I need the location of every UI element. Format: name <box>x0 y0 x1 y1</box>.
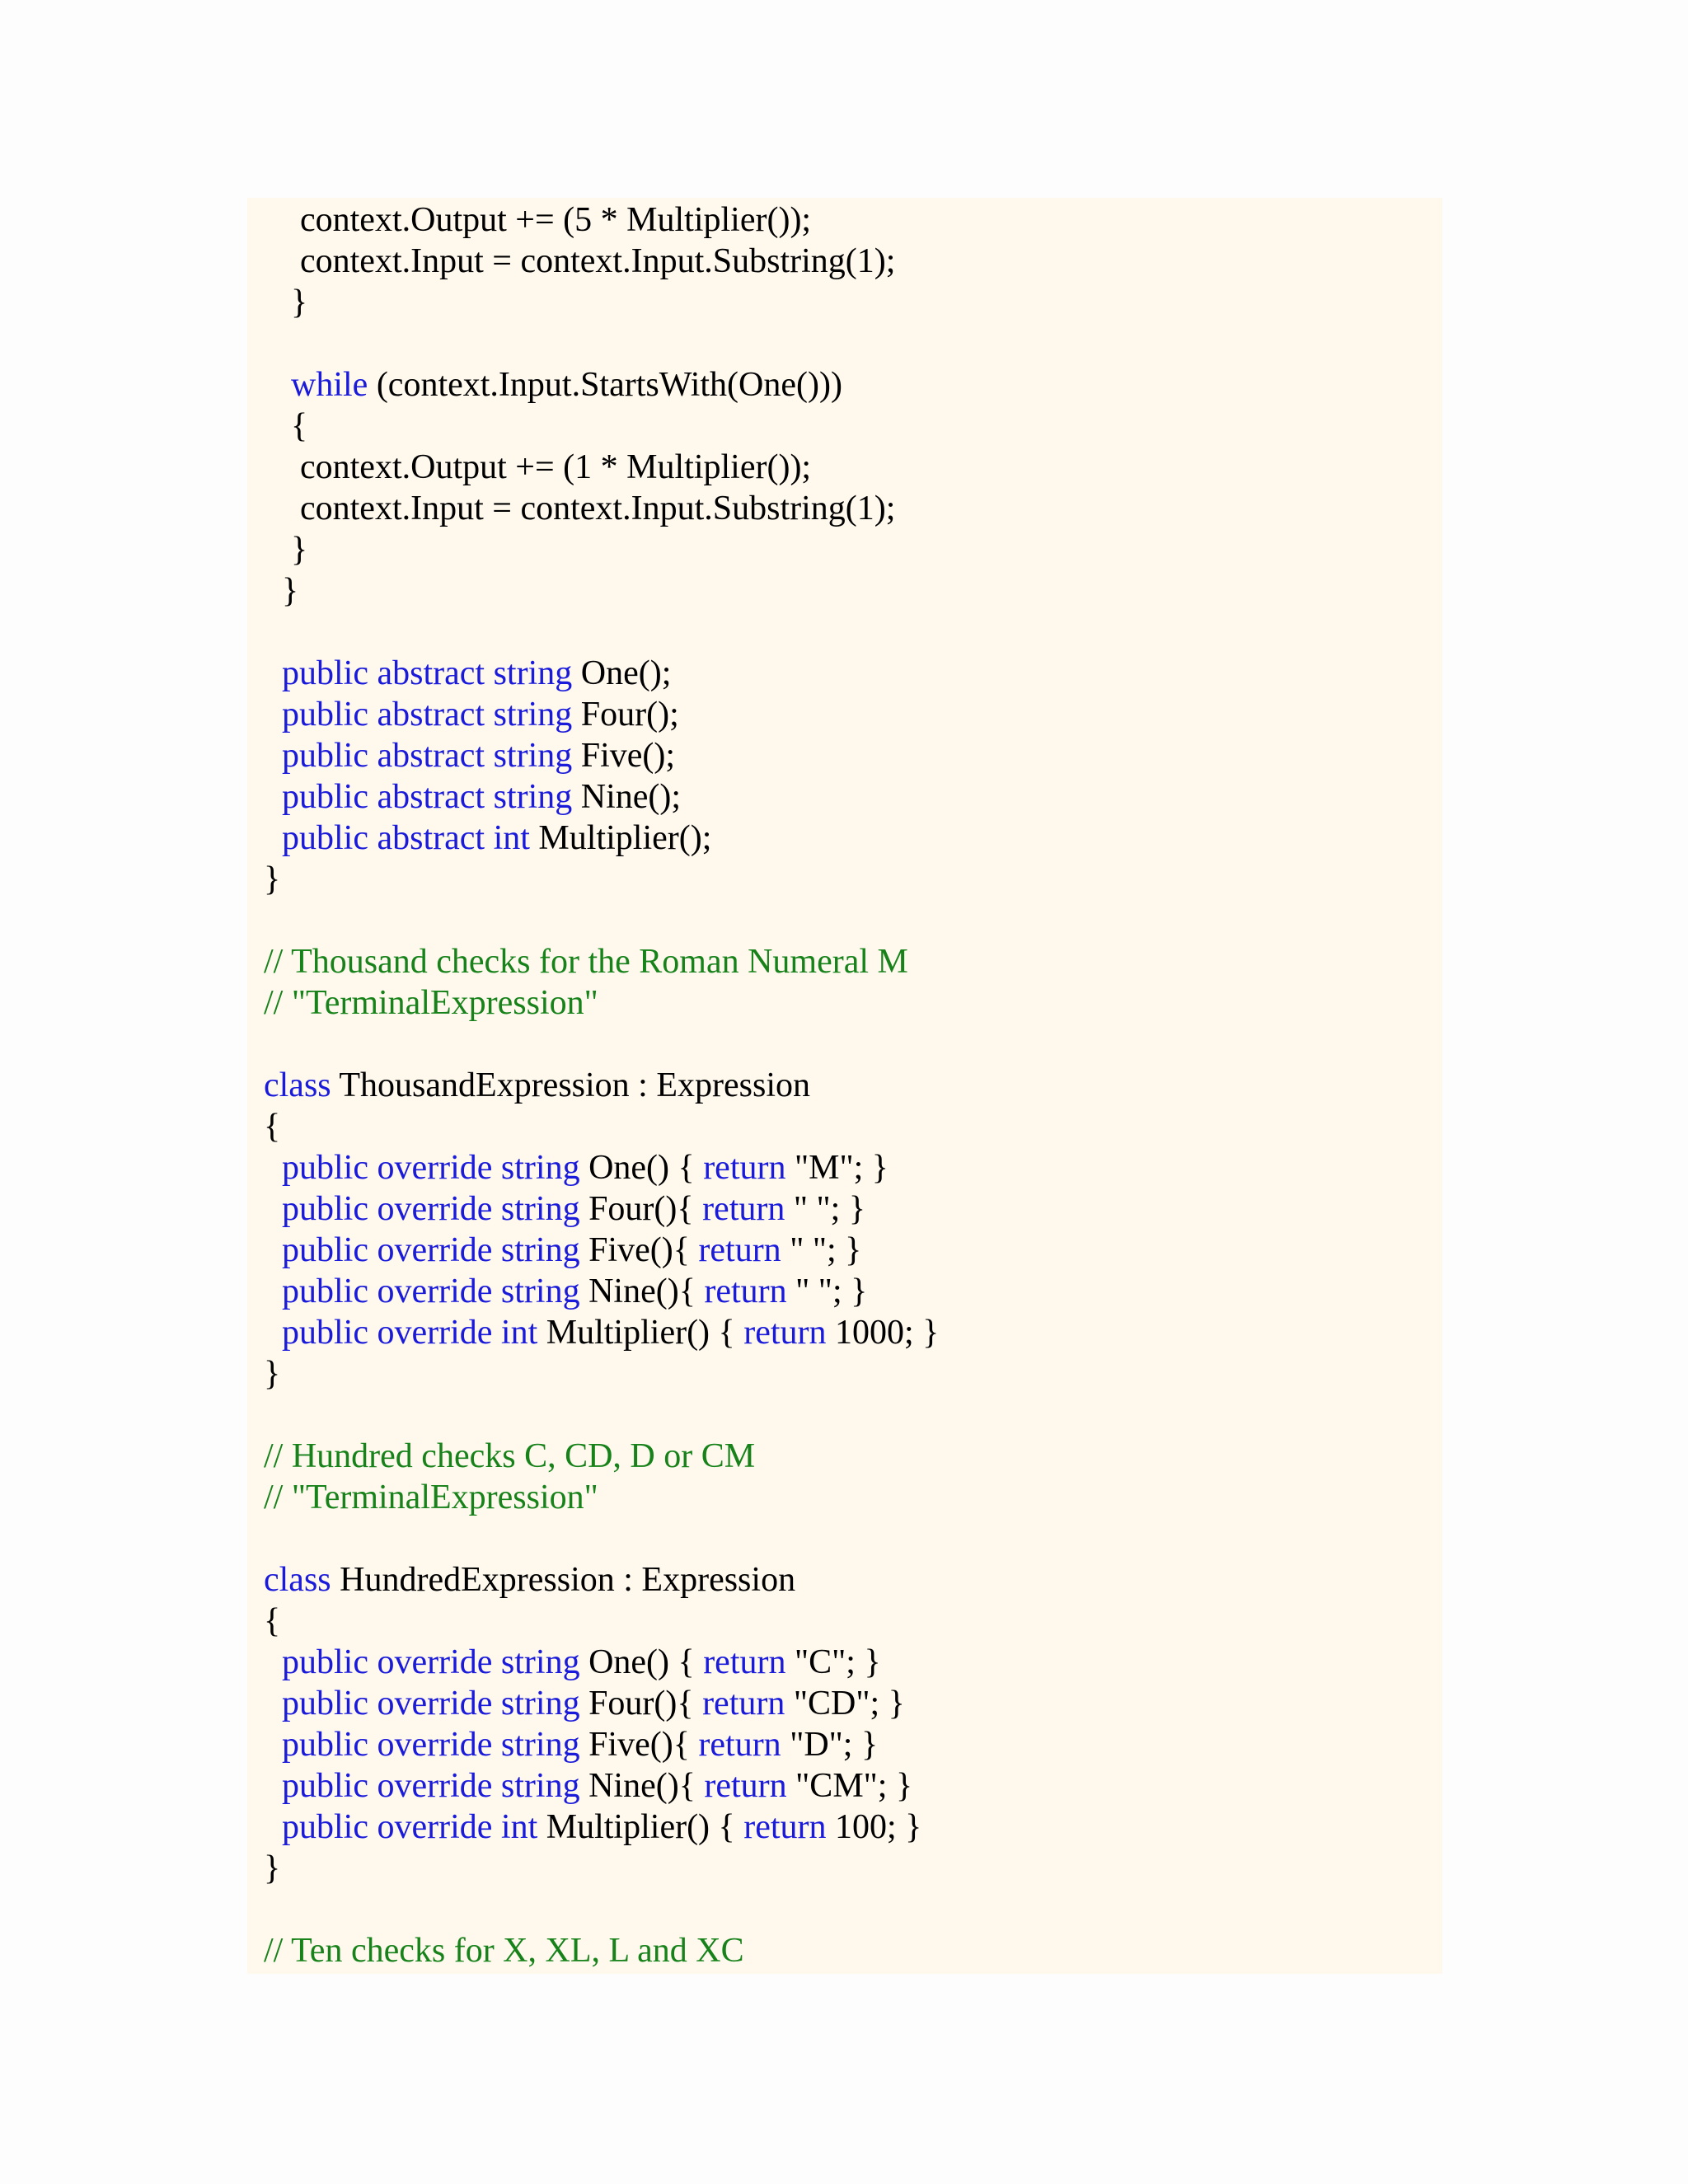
code-keyword: return <box>698 1231 781 1269</box>
code-text: "D"; } <box>781 1726 879 1764</box>
code-line <box>247 1230 1442 1271</box>
code-line <box>247 776 1442 818</box>
code-keyword: public abstract string <box>282 778 573 816</box>
code-comment: // "TerminalExpression" <box>264 1479 598 1516</box>
code-keyword: return <box>704 1767 787 1805</box>
code-line <box>247 818 1442 859</box>
code-line <box>247 282 1442 323</box>
code-text: 1000; } <box>826 1314 940 1352</box>
code-text: Nine(); <box>572 778 682 816</box>
code-blank-line <box>247 1394 1442 1436</box>
code-line <box>247 1848 1442 1889</box>
code-text: } <box>291 531 308 569</box>
code-blank-line <box>247 1518 1442 1559</box>
code-line <box>247 1271 1442 1312</box>
code-keyword: public override int <box>282 1808 538 1846</box>
code-line <box>247 859 1442 900</box>
code-line <box>247 1642 1442 1683</box>
code-keyword: public override string <box>282 1272 580 1310</box>
code-text: (context.Input.StartsWith(One())) <box>368 366 842 404</box>
code-keyword: return <box>702 1190 785 1228</box>
code-line <box>247 1353 1442 1394</box>
code-keyword: public abstract int <box>282 819 530 857</box>
code-keyword: public override string <box>282 1190 580 1228</box>
code-keyword: return <box>743 1808 827 1846</box>
code-text: Nine(){ <box>579 1767 705 1805</box>
code-keyword: class <box>264 1066 331 1104</box>
code-comment: // "TerminalExpression" <box>264 984 598 1022</box>
code-keyword: public override string <box>282 1231 580 1269</box>
code-blank-line <box>247 612 1442 653</box>
code-keyword: return <box>702 1685 785 1722</box>
code-blank-line <box>247 323 1442 364</box>
code-text: { <box>264 1108 281 1146</box>
code-line <box>247 1559 1442 1601</box>
code-text: } <box>282 572 299 610</box>
code-keyword: class <box>264 1561 331 1599</box>
code-keyword: public override string <box>282 1685 580 1722</box>
code-keyword: while <box>291 366 368 404</box>
code-keyword: public override string <box>282 1149 580 1187</box>
code-text: "M"; } <box>785 1149 889 1187</box>
code-line <box>247 199 1442 241</box>
code-text: } <box>264 1849 281 1887</box>
code-text: Multiplier() { <box>537 1314 744 1352</box>
code-line <box>247 241 1442 282</box>
code-text: 100; } <box>826 1808 922 1846</box>
code-text: Five(){ <box>579 1726 699 1764</box>
code-keyword: public abstract string <box>282 737 573 775</box>
code-line <box>247 1683 1442 1724</box>
code-text: } <box>291 284 308 321</box>
code-text: context.Input = context.Input.Substring(1); <box>300 242 896 280</box>
code-text: Multiplier(); <box>529 819 712 857</box>
code-line <box>247 941 1442 982</box>
code-text: context.Input = context.Input.Substring(1); <box>300 490 896 527</box>
code-keyword: return <box>703 1149 786 1187</box>
code-text: "C"; } <box>785 1643 881 1681</box>
code-text: "CD"; } <box>785 1685 905 1722</box>
code-keyword: public abstract string <box>282 654 573 692</box>
code-text: { <box>291 407 308 445</box>
code-keyword: public override string <box>282 1643 580 1681</box>
code-text: One() { <box>579 1149 704 1187</box>
code-line <box>247 982 1442 1024</box>
code-line <box>247 1477 1442 1518</box>
code-line <box>247 488 1442 529</box>
code-comment: // Thousand checks for the Roman Numeral M <box>264 943 908 981</box>
code-line <box>247 1765 1442 1807</box>
code-blank-line <box>247 1889 1442 1930</box>
code-line <box>247 405 1442 447</box>
code-line <box>247 447 1442 488</box>
code-text: Five(); <box>572 737 676 775</box>
code-text: } <box>264 1355 281 1393</box>
code-line <box>247 1106 1442 1147</box>
code-line <box>247 1724 1442 1765</box>
code-text: HundredExpression : Expression <box>331 1561 796 1599</box>
code-blank-line <box>247 1024 1442 1065</box>
code-text: One(); <box>572 654 672 692</box>
code-text: Five(){ <box>579 1231 699 1269</box>
code-line <box>247 529 1442 570</box>
code-text: ThousandExpression : Expression <box>331 1066 810 1104</box>
code-line <box>247 570 1442 612</box>
code-text: context.Output += (1 * Multiplier()); <box>300 448 812 486</box>
code-text: Four(){ <box>579 1685 703 1722</box>
code-blank-line <box>247 900 1442 941</box>
code-text: " "; } <box>785 1190 865 1228</box>
code-text: Four(){ <box>579 1190 703 1228</box>
code-text: } <box>264 860 281 898</box>
code-text: Four(); <box>572 696 679 733</box>
code-text: One() { <box>579 1643 704 1681</box>
code-keyword: public override int <box>282 1314 538 1352</box>
code-line <box>247 1312 1442 1353</box>
code-text: { <box>264 1602 281 1640</box>
code-text: Nine(){ <box>579 1272 705 1310</box>
code-keyword: return <box>704 1272 787 1310</box>
code-line <box>247 1930 1442 1971</box>
code-line <box>247 1807 1442 1848</box>
code-keyword: return <box>743 1314 827 1352</box>
code-comment: // Ten checks for X, XL, L and XC <box>264 1932 744 1970</box>
code-comment: // Hundred checks C, CD, D or CM <box>264 1437 756 1475</box>
code-line <box>247 735 1442 776</box>
code-text: " "; } <box>781 1231 862 1269</box>
code-text: "CM"; } <box>786 1767 913 1805</box>
code-listing <box>247 198 1442 1974</box>
code-keyword: return <box>698 1726 781 1764</box>
code-keyword: public override string <box>282 1767 580 1805</box>
code-text: Multiplier() { <box>537 1808 744 1846</box>
code-line <box>247 694 1442 735</box>
code-line <box>247 1188 1442 1230</box>
code-line <box>247 364 1442 405</box>
code-keyword: public override string <box>282 1726 580 1764</box>
code-text: context.Output += (5 * Multiplier()); <box>300 201 812 239</box>
code-keyword: public abstract string <box>282 696 573 733</box>
code-line <box>247 653 1442 694</box>
code-line <box>247 1436 1442 1477</box>
code-line <box>247 1601 1442 1642</box>
code-line <box>247 1065 1442 1106</box>
code-text: " "; } <box>786 1272 868 1310</box>
code-line <box>247 1147 1442 1188</box>
code-keyword: return <box>703 1643 786 1681</box>
